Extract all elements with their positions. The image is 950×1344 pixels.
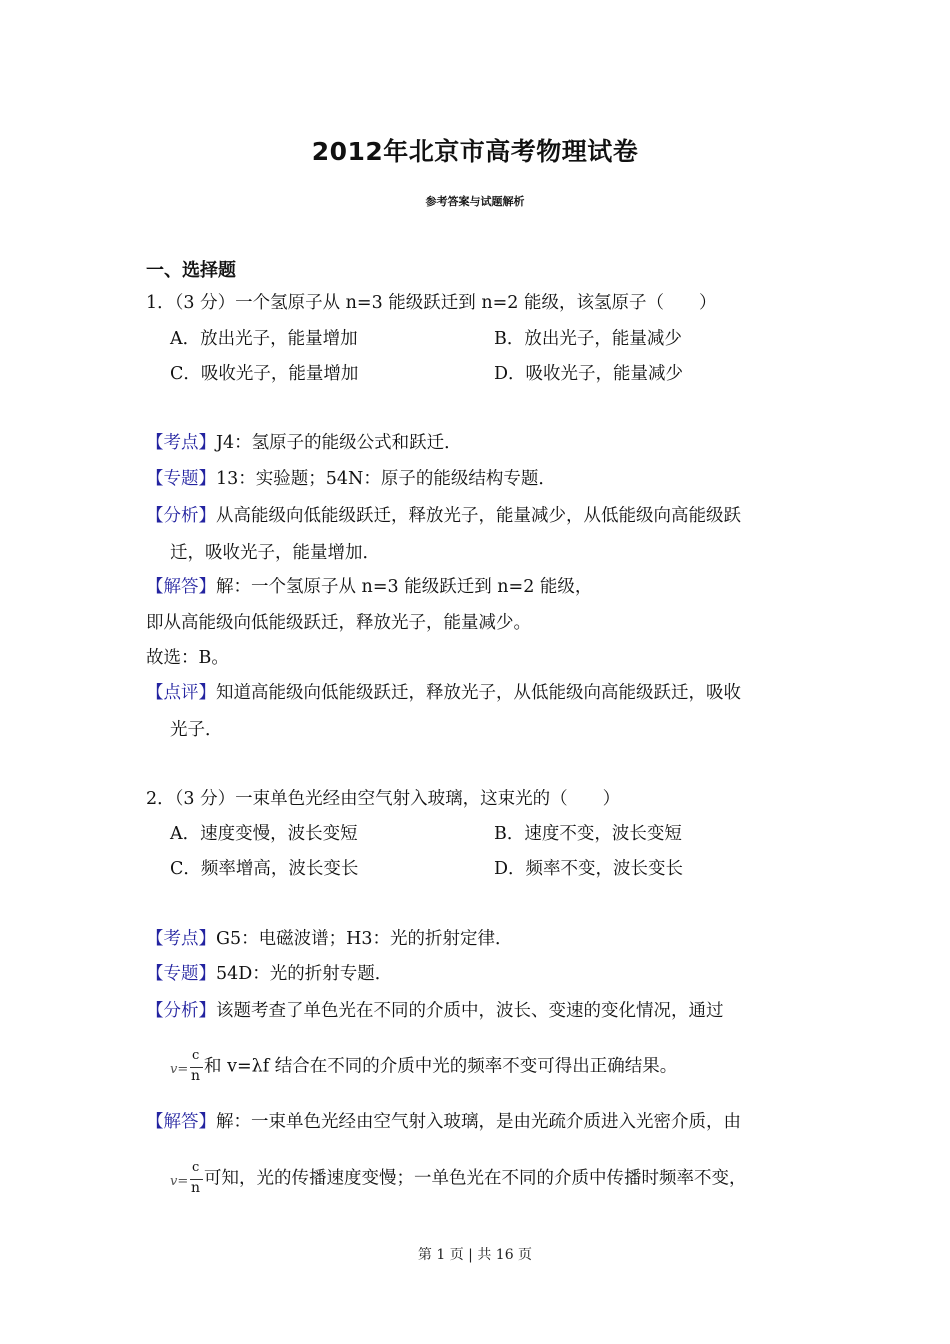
kaodian-text: J4：氢原子的能级公式和跃迁． bbox=[216, 433, 462, 453]
jieda-cont-text: 可知，光的传播速度变慢；一单色光在不同的介质中传播时频率不变， bbox=[204, 1168, 747, 1189]
formula-v-c-over-n bbox=[170, 1162, 204, 1196]
q2-stem: 2．（3 分）一束单色光经由空气射入玻璃，这束光的（ ） bbox=[146, 789, 621, 809]
q2-zhuanti bbox=[146, 960, 392, 985]
zhuanti-text: 13：实验题；54N：原子的能级结构专题． bbox=[216, 469, 556, 489]
formula-numerator: c bbox=[192, 1160, 200, 1175]
kaodian-tag: 【考点】 bbox=[146, 929, 216, 949]
page-footer: 第 1 页 | 共 16 页 bbox=[417, 1247, 533, 1263]
jieda-tag: 【解答】 bbox=[146, 1112, 216, 1132]
fenxi-text: 从高能级向低能级跃迁，释放光子，能量减少，从低能级向高能级跃 bbox=[216, 506, 741, 526]
q2-option-d: D．频率不变，波长变长 bbox=[494, 859, 684, 879]
jieda-tag: 【解答】 bbox=[146, 577, 216, 597]
jieda-text: 解：一束单色光经由空气射入玻璃，是由光疏介质进入光密介质，由 bbox=[216, 1112, 741, 1132]
fenxi-tag: 【分析】 bbox=[146, 506, 216, 526]
q1-dianping bbox=[146, 679, 741, 704]
zhuanti-tag: 【专题】 bbox=[146, 469, 216, 489]
zhuanti-text: 54D：光的折射专题． bbox=[216, 964, 393, 984]
q1-dianping-cont: 光子． bbox=[170, 720, 223, 740]
q1-fenxi bbox=[146, 502, 741, 527]
formula-numerator: c bbox=[192, 1048, 200, 1063]
q1-zhuanti bbox=[146, 465, 556, 490]
kaodian-tag: 【考点】 bbox=[146, 433, 216, 453]
formula-v-c-over-n bbox=[170, 1050, 204, 1084]
q2-fenxi bbox=[146, 997, 724, 1022]
q2-option-a: A．速度变慢，波长变短 bbox=[170, 824, 358, 844]
dianping-tag: 【点评】 bbox=[146, 683, 216, 703]
q2-fenxi-cont bbox=[170, 1050, 677, 1084]
formula-denominator: n bbox=[191, 1180, 201, 1196]
q1-option-a: A．放出光子，能量增加 bbox=[170, 329, 358, 349]
jieda-text: 解：一个氢原子从 n=3 能级跃迁到 n=2 能级， bbox=[216, 577, 593, 597]
q1-option-c: C．吸收光子，能量增加 bbox=[170, 364, 359, 384]
q2-option-b: B．速度不变，波长变短 bbox=[494, 824, 682, 844]
q1-answer: 故选：B。 bbox=[146, 648, 229, 668]
page-subtitle: 参考答案与试题解析 bbox=[425, 195, 525, 208]
kaodian-text: G5：电磁波谱；H3：光的折射定律． bbox=[216, 929, 513, 949]
q2-jieda bbox=[146, 1108, 741, 1133]
q1-option-d: D．吸收光子，能量减少 bbox=[494, 364, 684, 384]
formula-v: v= bbox=[170, 1174, 189, 1189]
fenxi-tag: 【分析】 bbox=[146, 1001, 216, 1021]
page-title: 2012年北京市高考物理试卷 bbox=[311, 137, 639, 166]
q2-kaodian bbox=[146, 925, 513, 950]
formula-v: v= bbox=[170, 1062, 189, 1077]
q2-option-c: C．频率增高，波长变长 bbox=[170, 859, 359, 879]
section-heading: 一、选择题 bbox=[146, 260, 236, 281]
q1-stem: 1．（3 分）一个氢原子从 n=3 能级跃迁到 n=2 能级，该氢原子（ ） bbox=[146, 293, 717, 313]
q1-jieda bbox=[146, 573, 592, 598]
q1-fenxi-cont: 迁，吸收光子，能量增加． bbox=[170, 543, 380, 563]
q2-jieda-cont bbox=[170, 1162, 747, 1196]
q1-option-b: B．放出光子，能量减少 bbox=[494, 329, 682, 349]
formula-denominator: n bbox=[191, 1068, 201, 1084]
q1-jieda-line2: 即从高能级向低能级跃迁，释放光子，能量减少。 bbox=[146, 613, 531, 633]
fenxi-cont-text: 和 v=λf 结合在不同的介质中光的频率不变可得出正确结果。 bbox=[204, 1056, 678, 1077]
fenxi-text: 该题考查了单色光在不同的介质中，波长、变速的变化情况，通过 bbox=[216, 1001, 724, 1021]
q1-kaodian bbox=[146, 429, 462, 454]
dianping-text: 知道高能级向低能级跃迁，释放光子，从低能级向高能级跃迁，吸收 bbox=[216, 683, 741, 703]
zhuanti-tag: 【专题】 bbox=[146, 964, 216, 984]
